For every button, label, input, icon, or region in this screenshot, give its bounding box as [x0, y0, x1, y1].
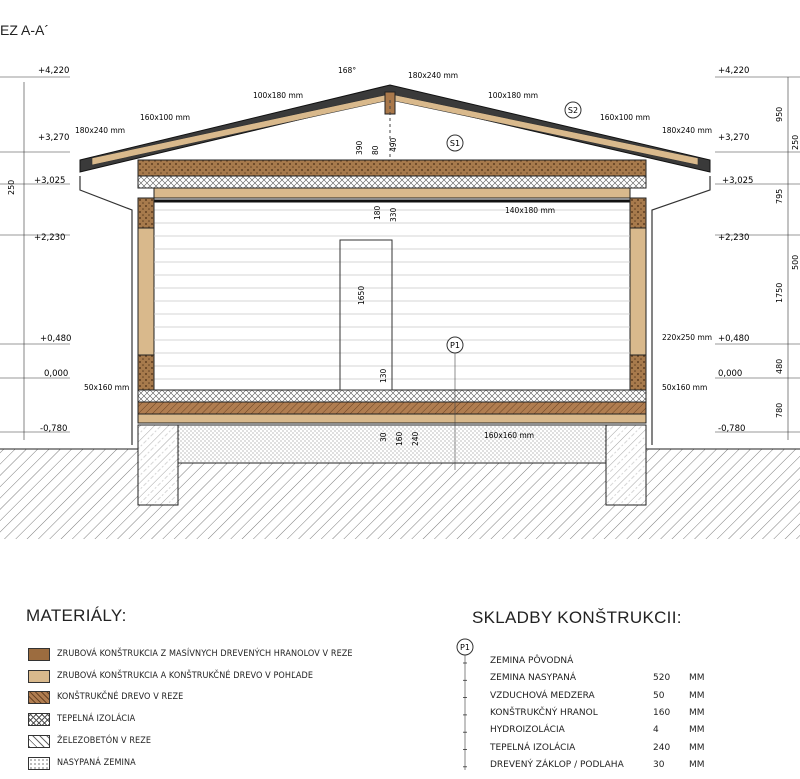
composition-unit: MM: [689, 690, 705, 701]
foundation-right: [606, 425, 646, 505]
label-eave-left: 180x240 mm: [75, 126, 126, 135]
level-wall-right: +2,230: [718, 233, 750, 243]
inner-dim-4: 180: [373, 205, 382, 220]
label-sill-left: 50x160 mm: [84, 383, 130, 392]
legend-item: [28, 647, 353, 661]
level-zero-left: 0,000: [44, 369, 69, 379]
compositions-title: SKLADBY KONŠTRUKCII:: [472, 608, 682, 627]
inner-dim-2: 80: [371, 145, 380, 155]
level-foundation-right: -0,780: [718, 424, 746, 434]
composition-unit: MM: [689, 707, 705, 718]
ceiling-board: [154, 188, 630, 198]
label-purlin-right: 160x100 mm: [600, 113, 651, 122]
dim-left: 250: [7, 179, 16, 195]
legend-label: KONŠTRUKČNÉ DREVO V REZE: [57, 692, 184, 702]
composition-unit: MM: [689, 759, 705, 770]
dim-right-5: 780: [775, 402, 784, 418]
level-foundation-left: -0,780: [40, 424, 68, 434]
floor-board: [138, 414, 646, 423]
swatch-insulation: [28, 713, 50, 726]
legend-label: ZRUBOVÁ KONŠTRUKCIA A KONŠTRUKČNÉ DREVO V POHĽADE: [57, 671, 314, 681]
composition-value: 160: [653, 707, 671, 718]
levels-left: [0, 66, 71, 440]
composition-value: 4: [653, 725, 659, 736]
swatch-soil: [28, 757, 50, 770]
level-ridge-left: +4,220: [38, 66, 70, 76]
level-eave-left: +3,270: [38, 133, 70, 143]
composition-unit: MM: [689, 725, 705, 736]
level-ceiling-right: +3,025: [722, 176, 754, 186]
dim-right-2: 795: [775, 188, 784, 204]
composition-name: DREVENÝ ZÁKLOP / PODLAHA: [490, 759, 624, 770]
inner-dim-1: 390: [355, 140, 364, 155]
label-rafter-left: 100x180 mm: [253, 91, 304, 100]
legend-item: [28, 712, 135, 726]
label-corner-right: 220x250 mm: [662, 333, 713, 342]
foundation-left: [138, 425, 178, 505]
corner-log-left: [138, 198, 154, 228]
filled-soil: [178, 425, 606, 463]
level-ridge-right: +4,220: [718, 66, 750, 76]
ceiling-log: [138, 160, 646, 176]
swatch-wood-view: [28, 670, 50, 683]
door-outline: [340, 240, 392, 390]
marker-p1-label: P1: [450, 341, 460, 350]
label-foundation-beam: 160x160 mm: [484, 431, 535, 440]
legend-item: [28, 690, 183, 704]
swatch-log-section: [28, 648, 50, 661]
downpipe-right: [652, 176, 713, 445]
floor-beam: [138, 402, 646, 414]
composition-value: 50: [653, 690, 665, 701]
inner-dim-5: 330: [389, 207, 398, 222]
label-sill-right: 50x160 mm: [662, 383, 708, 392]
legend-label: ŽELEZOBETÓN V REZE: [57, 736, 152, 746]
composition-name: ZEMINA PÔVODNÁ: [490, 656, 574, 666]
label-ridge-beam: 180x240 mm: [408, 71, 459, 80]
level-sill-right: +0,480: [718, 334, 750, 344]
level-sill-left: +0,480: [40, 334, 72, 344]
composition-name: HYDROIZOLÁCIA: [490, 725, 565, 736]
beam-labels: [75, 66, 712, 440]
floor-insulation: [138, 390, 646, 402]
swatch-wood-section: [28, 691, 50, 704]
composition-value: 240: [653, 742, 671, 753]
ceiling-insulation: [138, 176, 646, 188]
composition-unit: MM: [689, 742, 705, 753]
dim-right-3: 1750: [775, 282, 784, 303]
composition-value: 30: [653, 759, 665, 770]
composition-value: 520: [653, 673, 671, 684]
marker-s2-label: S2: [567, 106, 579, 115]
level-zero-right: 0,000: [718, 369, 743, 379]
materials-title: MATERIÁLY:: [26, 606, 127, 625]
dim-right-partial-1: 250: [791, 134, 800, 150]
legend-item: [28, 669, 313, 683]
label-ceiling-beam: 140x180 mm: [505, 206, 556, 215]
label-eave-right: 180x240 mm: [662, 126, 713, 135]
inner-dim-3: 490: [389, 137, 398, 152]
legend-item: [28, 734, 151, 748]
inner-dim-10: 240: [411, 431, 420, 446]
level-wall-left: +2,230: [34, 233, 66, 243]
corner-log-right: [630, 198, 646, 228]
inner-dim-8: 30: [379, 432, 388, 442]
levels-right: [715, 66, 800, 440]
label-angle: 168°: [338, 66, 357, 75]
sill-log-right: [630, 355, 646, 390]
composition-name: VZDUCHOVÁ MEDZERA: [490, 690, 595, 701]
composition-name: ZEMINA NASYPANÁ: [490, 673, 577, 684]
swatch-concrete: [28, 735, 50, 748]
inner-dim-9: 160: [395, 431, 404, 446]
marker-s1-label: S1: [449, 139, 461, 148]
level-eave-right: +3,270: [718, 133, 750, 143]
legend-label: ZRUBOVÁ KONŠTRUKCIA Z MASÍVNYCH DREVENÝCH HRANOLOV V REZE: [57, 649, 353, 659]
dim-right-4: 480: [775, 358, 784, 374]
label-purlin-left: 160x100 mm: [140, 113, 191, 122]
legend-item: [28, 756, 136, 770]
label-rafter-right: 100x180 mm: [488, 91, 539, 100]
level-ceiling-left: +3,025: [34, 176, 66, 186]
legend-label: NASYPANÁ ZEMINA: [57, 758, 136, 768]
composition-name: KONŠTRUKČNÝ HRANOL: [490, 707, 598, 718]
composition-unit: MM: [689, 673, 705, 684]
inner-dim-6: 1650: [357, 285, 366, 305]
sill-log-left: [138, 355, 154, 390]
downpipe-left: [80, 176, 132, 445]
inner-dim-7: 130: [379, 368, 388, 383]
section-title: EZ A-A´: [0, 22, 50, 38]
legend-label: TEPELNÁ IZOLÁCIA: [57, 714, 136, 724]
composition-name: TEPELNÁ IZOLÁCIA: [490, 742, 576, 753]
dim-right-partial-2: 500: [791, 254, 800, 270]
dim-right-1: 950: [775, 106, 784, 122]
composition-marker-label: P1: [460, 643, 470, 652]
